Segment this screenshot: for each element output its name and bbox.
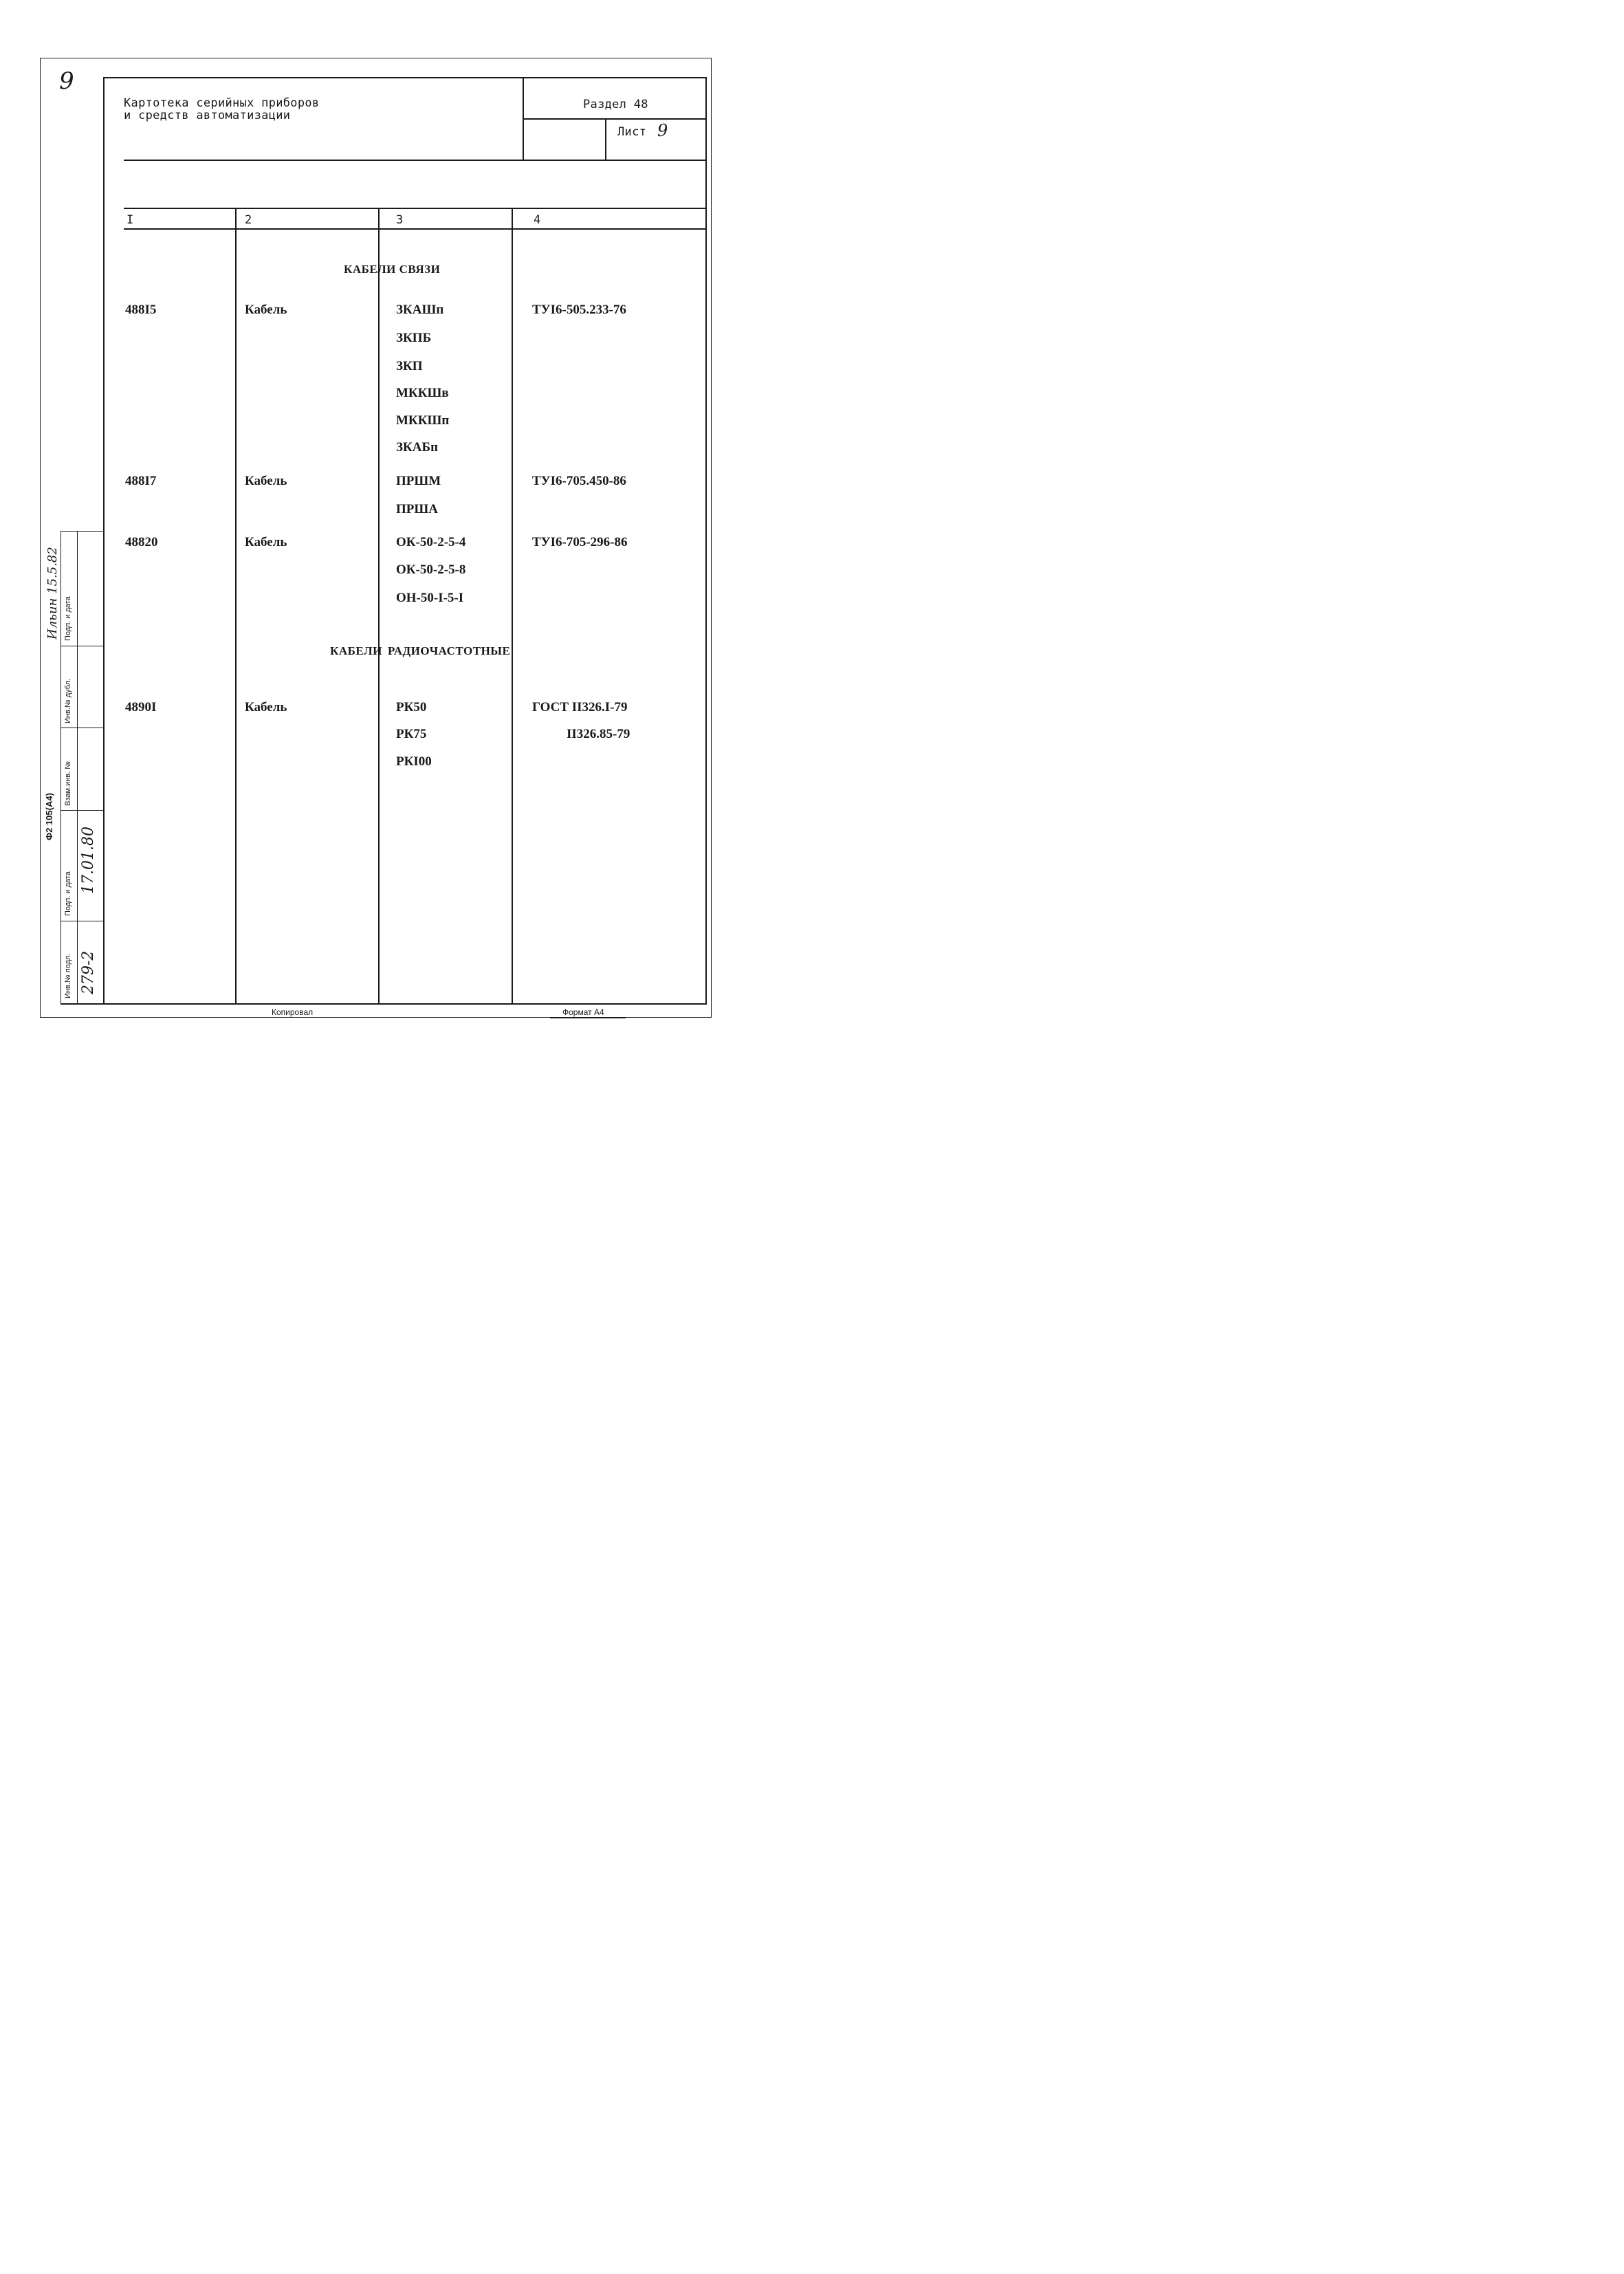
group-title-rf-cables-left: КАБЕЛИ [330,644,382,657]
row-type: РКI00 [396,754,432,769]
row-name: Кабель [245,700,287,714]
stamp-form-code: Ф2 105(А4) [44,793,54,840]
row-doc: ТУI6-705.450-86 [532,474,626,488]
outer-frame-right [711,58,712,1018]
row-code: 4890I [125,700,157,714]
column-header-2: 2 [245,213,252,227]
row-type: ОК-50-2-5-8 [396,562,466,577]
title-block-mid-line [523,118,705,120]
stamp-handwritten-inv: 279-2 [80,950,97,994]
stamp-top [61,531,103,532]
header-title-line2: и средств автоматизации [124,109,291,122]
table-header-top [124,208,705,209]
sheet-label: Лист [617,125,647,139]
title-block-bottom [124,160,705,161]
column-divider-1 [235,208,237,1003]
inner-frame-right [705,77,707,1003]
sheet-number-handwritten: 9 [657,121,668,140]
row-name: Кабель [245,535,287,549]
footer-format: Формат А4 [562,1007,604,1017]
inner-frame-left [103,77,105,1003]
row-name: Кабель [245,303,287,317]
row-type: ОК-50-2-5-4 [396,535,466,549]
footer-copied: Копировал [272,1007,314,1017]
column-divider-3 [512,208,513,1003]
section-label: Раздел 48 [583,98,648,111]
column-divider-2 [378,208,380,1003]
stamp-label-inv-dup: Инв.№ дубл. [64,678,72,723]
row-type: ЗКАШп [396,303,444,317]
column-header-4: 4 [534,213,541,227]
row-doc: ТУI6-705-296-86 [532,535,628,549]
stamp-line [61,810,103,811]
page-number-handwritten: 9 [59,67,74,95]
row-type: ЗКПБ [396,331,432,345]
row-doc: II326.85-79 [567,727,630,741]
row-type: МККШв [396,386,449,400]
stamp-label-sign-date-2: Подп. и дата [64,596,72,641]
group-title-communication-cables: КАБЕЛИ СВЯЗИ [344,263,441,276]
stamp-label-sign-date: Подп. и дата [64,871,72,916]
stamp-label-inv-orig: Инв.№ подл. [64,953,72,998]
row-type: ЗКП [396,359,423,373]
row-name: Кабель [245,474,287,488]
row-type: РК50 [396,700,427,714]
table-header-bottom [124,228,705,230]
stamp-handwritten-date: 17.01.80 [80,827,97,894]
column-header-3: 3 [396,213,404,227]
stamp-handwritten-signature: Ильин 15.5.82 [45,547,60,639]
row-type: ПРШМ [396,474,441,488]
row-doc: ТУI6-505.233-76 [532,303,626,317]
row-type: ОН-50-I-5-I [396,591,464,605]
header-title-line1: Картотека серийных приборов [124,96,320,110]
row-code: 488I5 [125,303,157,317]
outer-frame-left [40,58,41,1018]
row-type: МККШп [396,413,450,428]
group-title-rf-cables-right: РАДИОЧАСТОТНЫЕ [388,644,511,657]
column-header-1: I [127,213,134,227]
row-doc: ГОСТ II326.I-79 [532,700,628,714]
inner-frame-bottom [61,1003,707,1005]
row-type: РК75 [396,727,427,741]
stamp-label-replaced-inv: Взам.инв. № [64,761,72,806]
inner-frame-top [103,77,707,78]
row-type: ПРША [396,502,438,516]
sheet-cell-divider [605,118,606,161]
row-code: 48820 [125,535,158,549]
row-code: 488I7 [125,474,157,488]
stamp-col-divider [77,531,78,1003]
row-type: ЗКАБп [396,440,439,455]
